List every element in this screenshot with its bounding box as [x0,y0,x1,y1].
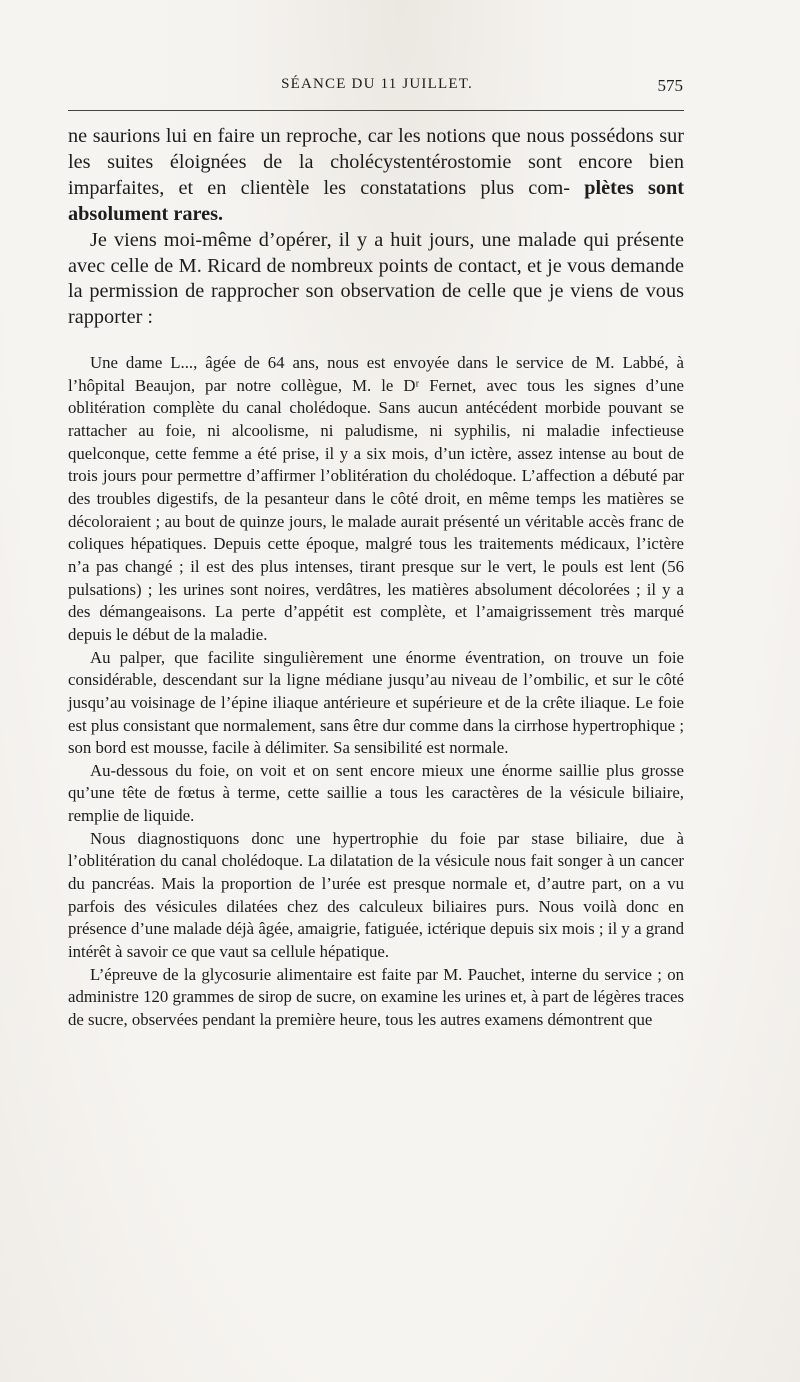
running-head: SÉANCE DU 11 JUILLET. [281,76,473,92]
intro-text [68,124,684,331]
observation-paragraph-1: Une dame L..., âgée de 64 ans, nous est envoyée dans le service de M. Labbé, à l’hôpital Beaujon, par notre collègue, M. le Dʳ Fernet, avec tous les signes d’une oblitération complète du canal cholédoque. Sans aucun antécédent morbide pouvant se rattacher au foie, ni alcoolisme, ni paludisme, ni syphilis, ni maladie infectieuse quelconque, cette femme a été prise, il y a six mois, d’un ictère, assez intense au bout de trois jours pour permettre d’affirmer l’oblitération du cholédoque. L’affection a débuté par des troubles digestifs, de la pesanteur dans le côté droit, en même temps les matières se décoloraient ; au bout de quinze jours, le malade aurait présenté un véritable accès franc de coliques hépatiques. Depuis cette époque, malgré tous les traitements médicaux, l’ictère n’a pas changé ; il est des plus intenses, tirant presque sur le vert, le pouls est lent (56 pulsations) ; les urines sont noires, verdâtres, les matières absolument décolorées ; il y a des démangeaisons. La perte d’appétit est complète, et l’amaigrissement très marqué depuis le début de la maladie. [68,353,684,644]
observation-paragraph-4: Nous diagnostiquons donc une hypertrophie du foie par stase biliaire, due à l’oblitération du canal cholédoque. La dilatation de la vésicule nous fait songer à un cancer du pancréas. Mais la proportion de l’urée est presque normale et, d’autre part, on a vu parfois des vésicules dilatées chez des calculeux biliaires purs. Nous voilà donc en présence d’une malade déjà âgée, amaigrie, fatiguée, ictérique depuis six mois ; il y a grand intérêt à savoir ce que vaut sa cellule hépatique. [68,828,684,962]
page-header [68,76,686,100]
page-number: 575 [657,76,683,95]
intro-paragraph-1-main: ne saurions lui en faire un reproche, car les notions que nous possédons sur les suites éloignées de la cholécystentérostomie sont encore bien imparfaites, et en clientèle les constatations plus com- [68,125,684,199]
intro-paragraph-1 [68,124,684,228]
intro-paragraph-1-tail: plètes sont absolument rares. [68,176,685,225]
observation-paragraph-3: Au-dessous du foie, on voit et on sent encore mieux une énorme saillie plus grosse qu’une tête de fœtus à terme, cette saillie a tous les caractères de la vésicule biliaire, remplie de liquide. [68,760,684,826]
observation-paragraph-5: L’épreuve de la glycosurie alimentaire est faite par M. Pauchet, interne du service ; on administre 120 grammes de sirop de sucre, on examine les urines et, à part de légères traces de sucre, observées pendant la première heure, tous les autres examens démontrent que [68,964,684,1030]
header-rule [68,110,684,111]
observation-text [68,352,684,1032]
observation-paragraph-2: Au palper, que facilite singulièrement une énorme éventration, on trouve un foie considérable, descendant sur la ligne médiane jusqu’au niveau de l’ombilic, et sur le côté jusqu’au voisinage de l’épine iliaque antérieure et supérieure et de la crête iliaque. Le foie est plus consistant que normalement, sans être dur comme dans la cirrhose hypertrophique ; son bord est mousse, facile à délimiter. Sa sensibilité est normale. [68,647,684,758]
intro-paragraph-2: Je viens moi-même d’opérer, il y a huit jours, une malade qui présente avec celle de M. Ricard de nombreux points de contact, et je vous demande la permission de rapprocher son observation de celle que je viens de vous rapporter : [68,228,684,329]
